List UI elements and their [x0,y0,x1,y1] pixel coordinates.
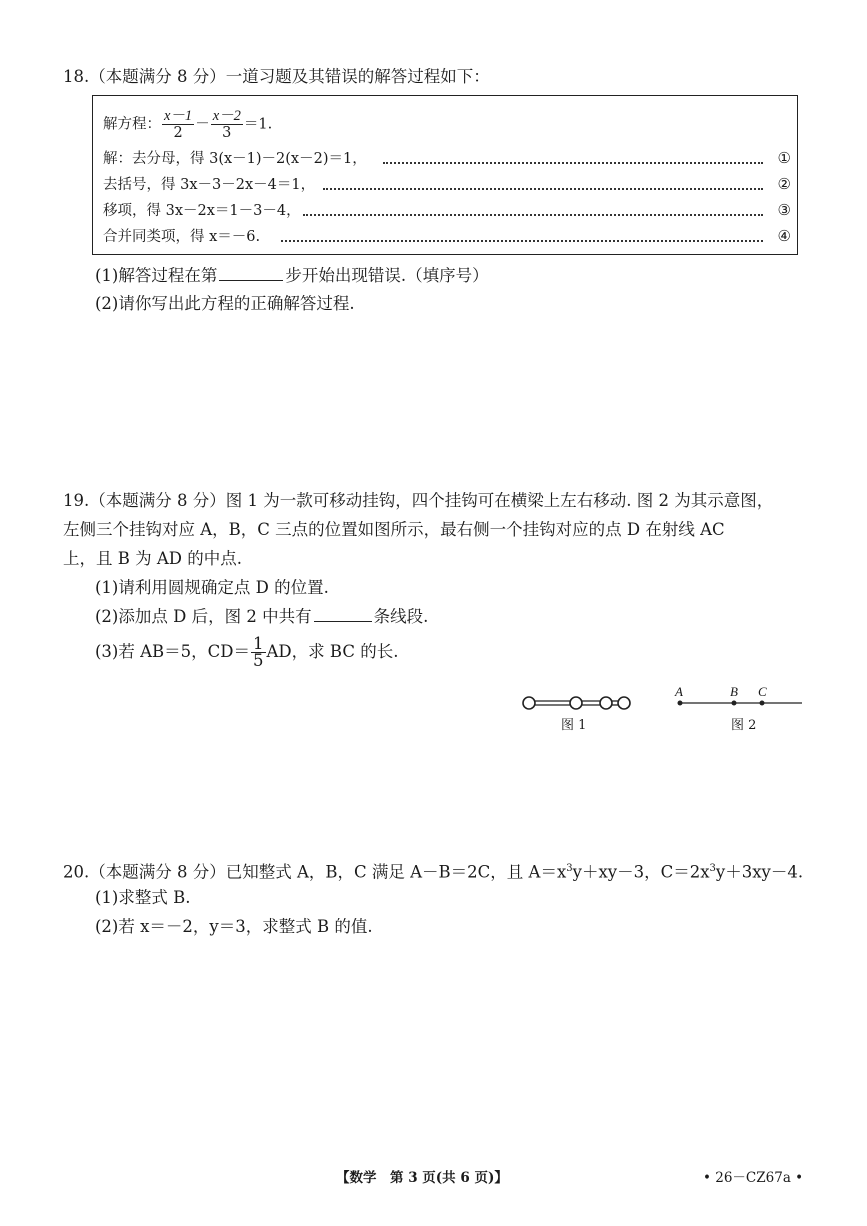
step-number: ② [777,175,791,193]
step-4: 合并同类项，得 x＝－6. [103,229,261,245]
answer-blank[interactable] [219,266,283,281]
q19-sub2: (2)添加点 D 后，图 2 中共有 条线段. [95,607,429,626]
q18-stem: 18.（本题满分 8 分）一道习题及其错误的解答过程如下： [63,67,490,86]
fraction-1: $\frac{x-1}{2}$ [164,108,193,141]
point-label-a: A [675,684,683,699]
q18-solution-box [92,95,798,255]
fraction-2: $\frac{x-2}{3}$ [212,108,241,141]
q19-line1: 19.（本题满分 8 分）图 1 为一款可移动挂钩，四个挂钩可在横梁上左右移动. 图 2 为其示意图， [63,491,774,510]
q18-sub2: (2)请你写出此方程的正确解答过程. [95,294,355,313]
step-number: ① [777,149,791,167]
step-2: 去括号，得 3x－3－2x－4＝1， [103,177,316,193]
dot-leader [383,162,763,164]
step-number: ③ [777,201,791,219]
dot-leader [281,240,763,242]
q19-sub3: (3)若 AB＝5，CD＝ $\frac{1}{5}$ AD，求 BC 的长. [95,634,399,670]
step-number: ④ [777,227,791,245]
dot-leader [323,188,763,190]
q20-sub2: (2)若 x＝－2，y＝3，求整式 B 的值. [95,917,373,936]
q18-sub1: (1)解答过程在第 步开始出现错误.（填序号） [95,266,489,285]
q19-sub1: (1)请利用圆规确定点 D 的位置. [95,578,329,597]
q20-line1: 20.（本题满分 8 分）已知整式 A，B，C 满足 A－B＝2C，且 $A=x^3y+xy-3$，$C=2x^3y+3xy-4$. [63,862,804,882]
answer-blank[interactable] [314,607,372,622]
step-1: 解：去分母，得 3(x－1)－2(x－2)＝1， [103,151,367,167]
figure-2-caption: 图 2 [731,718,757,733]
box-equation: 解方程： $\frac{x-1}{2}$ － $\frac{x-2}{3}$ ＝1. [103,108,273,141]
q19-line3: 上，且 B 为 AD 的中点. [63,549,242,568]
point-label-b: B [730,684,738,699]
page-footer: 【数学 第 3 页(共 6 页)】 [336,1170,508,1186]
figure-1-caption: 图 1 [561,718,587,733]
paper-code: • 26－CZ67a • [703,1170,804,1186]
point-label-c: C [758,684,767,699]
step-3: 移项，得 3x－2x＝1－3－4， [103,203,301,219]
q19-line2: 左侧三个挂钩对应 A，B，C 三点的位置如图所示，最右侧一个挂钩对应的点 D 在射线 AC [63,520,725,539]
dot-leader [303,214,763,216]
fraction-one-fifth: $\frac{1}{5}$ [253,634,264,670]
q20-sub1: (1)求整式 B. [95,888,191,907]
